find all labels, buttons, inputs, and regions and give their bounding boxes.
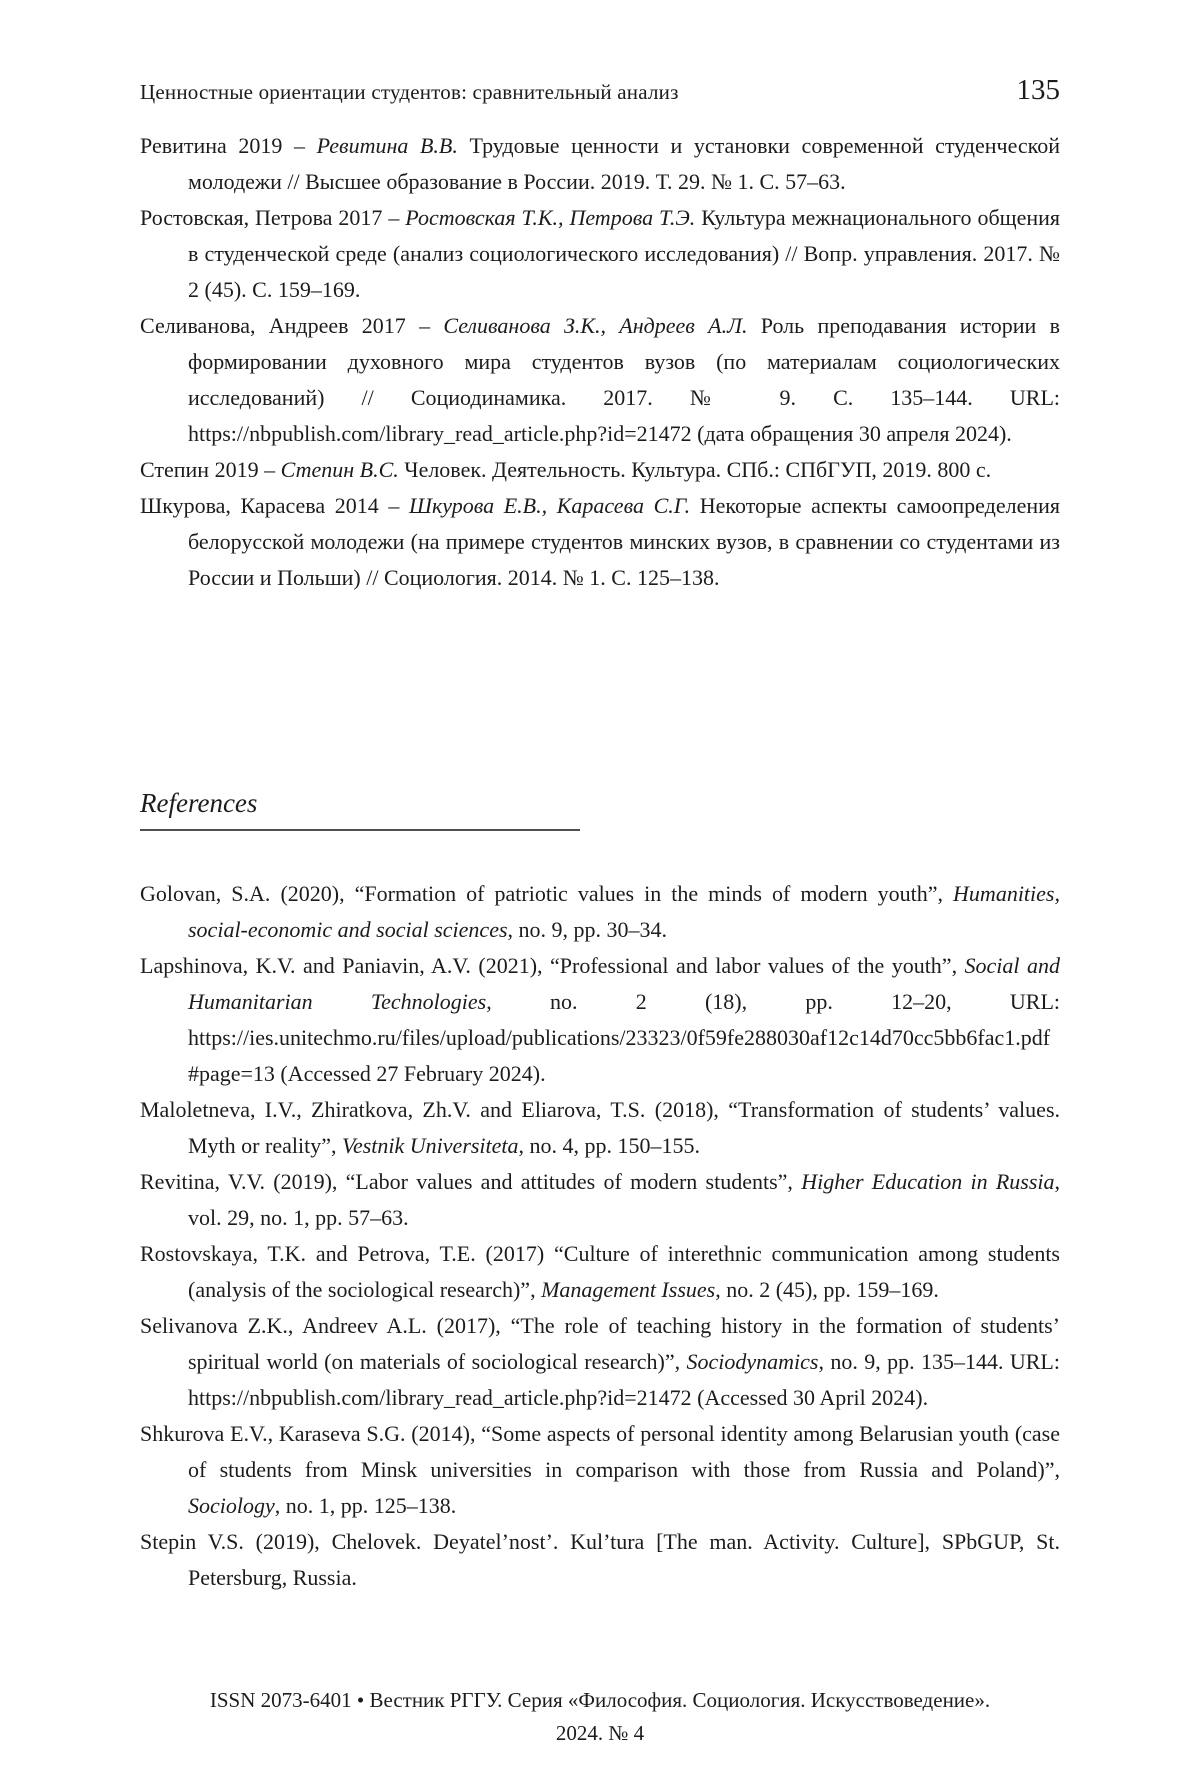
reference-entry: Lapshinova, K.V. and Paniavin, A.V. (2021), “Professional and labor values of the youth”, Social and Humanitarian Technologies, no. 2 (18), pp. 12–20, URL: https://ies.unitechmo.ru/files/upload/publications/23323/0f59fe288030af12c14d70cc5bb6fac1.pdf#page=13 (Accessed 27 February 2024). xyxy=(140,953,1060,1086)
reference-entry: Селиванова, Андреев 2017 – Селиванова З.К., Андреев А.Л. Роль преподавания истории в формировании духовного мира студентов вузов (по материалам социологических исследований) // Социодинамика. 2017. № 9. С. 135–144. URL: https://nbpublish.com/library_read_article.php?id=21472 (дата обращения 30 апреля 2024). xyxy=(140,313,1060,446)
footer-issue-line: 2024. № 4 xyxy=(555,1721,645,1745)
reference-entry: Golovan, S.A. (2020), “Formation of patriotic values in the minds of modern youth”, Humanities, social-economic and social sciences, no. 9, pp. 30–34. xyxy=(140,881,1060,942)
reference-entry: Ревитина 2019 – Ревитина В.В. Трудовые ценности и установки современной студенческой молодежи // Высшее образование в России. 2019. Т. 29. № 1. С. 57–63. xyxy=(140,133,1061,194)
page-number: 135 xyxy=(1016,74,1060,106)
running-header xyxy=(140,74,1060,107)
running-header-title: Ценностные ориентации студентов: сравнительный анализ xyxy=(140,80,679,104)
russian-references-list xyxy=(140,128,1060,596)
english-references-list xyxy=(140,876,1060,1596)
reference-entry: Stepin V.S. (2019), Chelovek. Deyatel’nost’. Kul’tura [The man. Activity. Culture], SPbGUP, St. Petersburg, Russia. xyxy=(140,1529,1060,1590)
reference-entry: Selivanova Z.K., Andreev A.L. (2017), “The role of teaching history in the formation of students’ spiritual world (on materials of sociological research)”, Sociodynamics, no. 9, pp. 135–144. URL: https://nbpublish.com/library_read_article.php?id=21472 (Accessed 30 April 2024). xyxy=(140,1313,1060,1410)
references-heading: References xyxy=(140,788,258,818)
reference-entry: Шкурова, Карасева 2014 – Шкурова Е.В., Карасева С.Г. Некоторые аспекты самоопределения белорусской молодежи (на примере студентов минских вузов, в сравнении со студентами из России и Польши) // Социология. 2014. № 1. С. 125–138. xyxy=(140,493,1061,590)
reference-entry: Maloletneva, I.V., Zhiratkova, Zh.V. and Eliarova, T.S. (2018), “Transformation of students’ values. Myth or reality”, Vestnik Universiteta, no. 4, pp. 150–155. xyxy=(140,1097,1060,1158)
reference-entry: Степин 2019 – Степин В.С. Человек. Деятельность. Культура. СПб.: СПбГУП, 2019. 800 с. xyxy=(140,457,992,482)
reference-entry: Ростовская, Петрова 2017 – Ростовская Т.К., Петрова Т.Э. Культура межнационального общения в студенческой среде (анализ социологического исследования) // Вопр. управления. 2017. № 2 (45). С. 159–169. xyxy=(140,205,1061,302)
reference-entry: Shkurova E.V., Karaseva S.G. (2014), “Some aspects of personal identity among Belarusian youth (case of students from Minsk universities in comparison with those from Russia and Poland)”, Sociology, no. 1, pp. 125–138. xyxy=(140,1421,1060,1518)
footer-issn-line: ISSN 2073-6401 • Вестник РГГУ. Серия «Философия. Социология. Искусствоведение». xyxy=(209,1688,991,1712)
reference-entry: Rostovskaya, T.K. and Petrova, T.E. (2017) “Culture of interethnic communication among students (analysis of the sociological research)”, Management Issues, no. 2 (45), pp. 159–169. xyxy=(140,1241,1060,1302)
references-section-header xyxy=(140,788,580,831)
page-footer xyxy=(90,1684,1110,1750)
reference-entry: Revitina, V.V. (2019), “Labor values and attitudes of modern students”, Higher Education in Russia, vol. 29, no. 1, pp. 57–63. xyxy=(140,1169,1060,1230)
references-heading-rule xyxy=(140,829,580,831)
